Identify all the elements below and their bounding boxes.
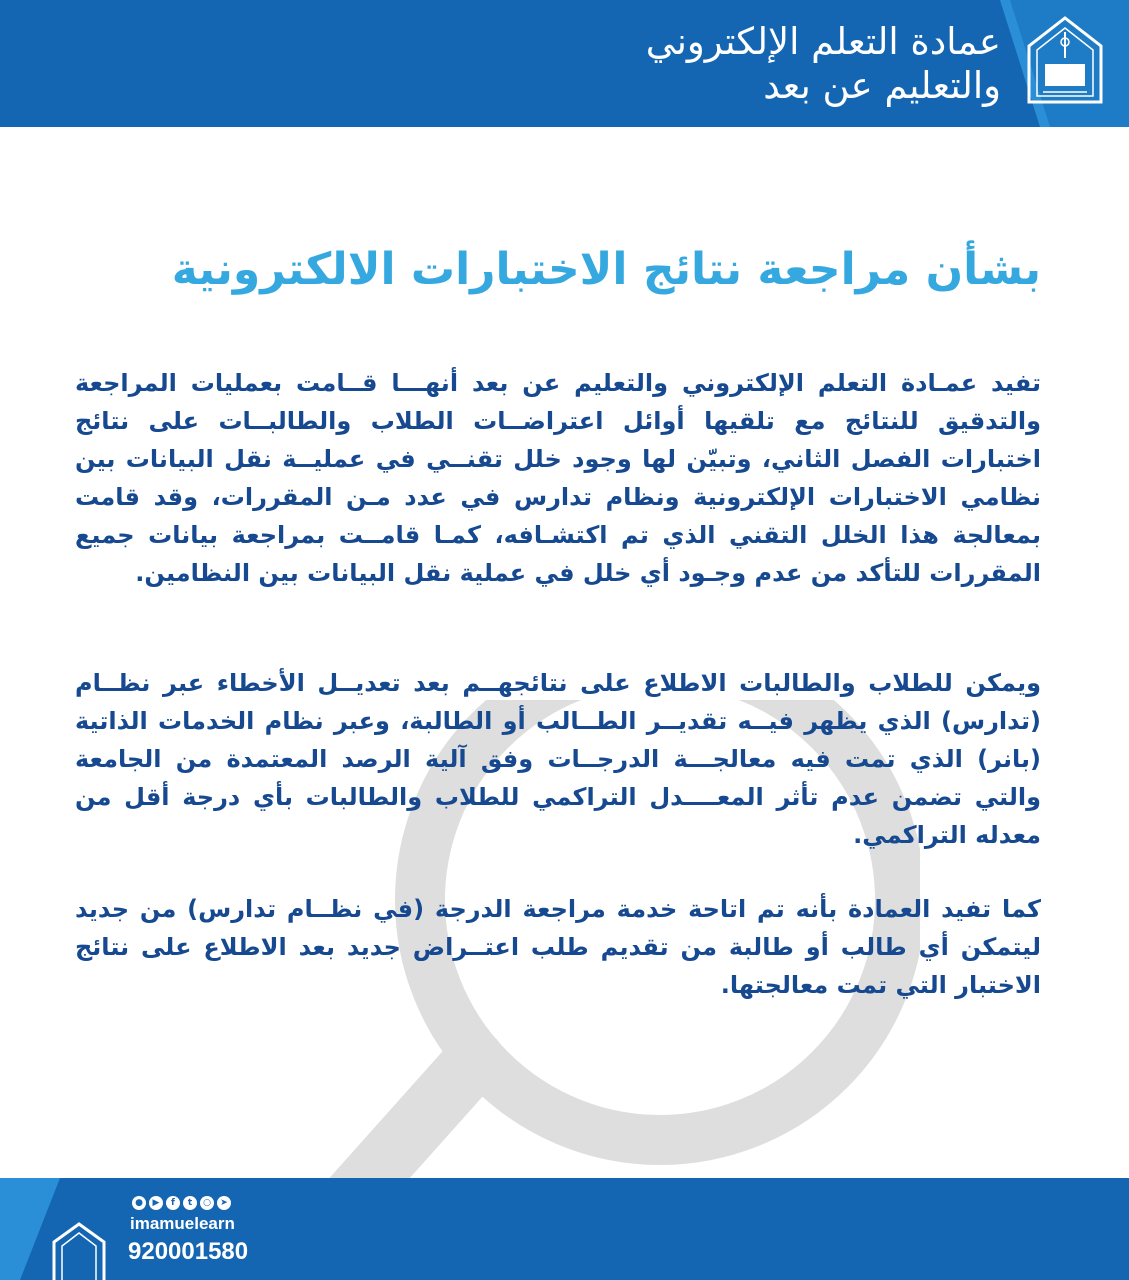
university-logo (1023, 12, 1107, 106)
snapchat-icon[interactable]: ● (132, 1196, 146, 1210)
instagram-icon[interactable]: ○ (200, 1196, 214, 1210)
youtube-icon[interactable]: ▶ (149, 1196, 163, 1210)
footer-banner (0, 1178, 1129, 1280)
twitter-icon[interactable]: t (183, 1196, 197, 1210)
header-title-line1: عمادة التعلم الإلكتروني (645, 20, 1001, 63)
header-banner (0, 0, 1129, 127)
facebook-icon[interactable]: f (166, 1196, 180, 1210)
document-title: بشأن مراجعة نتائج الاختبارات الالكترونية (171, 244, 1041, 295)
phone-number[interactable]: 920001580 (128, 1238, 249, 1265)
header-title-line2: والتعليم عن بعد (763, 64, 1001, 107)
paragraph-3: كما تفيد العمادة بأنه تم اتاحة خدمة مراجعة الدرجة (في نظــام تدارس) من جديد ليتمكن أي طالب أو طالبة من تقديم طلب اعتــراض جديد بعد الاطلاع على نتائج الاختبار التي تمت معالجتها. (75, 895, 1041, 999)
social-handle[interactable]: imamuelearn (130, 1214, 235, 1233)
house-outline-icon (48, 1220, 110, 1280)
paragraph-1: تفيد عمـادة التعلم الإلكتروني والتعليم عن بعد أنهـــا قــامت بعمليات المراجعة والتدقيق للنتائج مع تلقيها أوائل اعتراضــات الطلاب والطالبــات على نتائج اختبارات الفصل الثاني، وتبيّن لها وجود خلل تقنــي في عمليــة نقل البيانات بين نظامي الاختبارات الإلكترونية ونظام تدارس في عدد مـن المقررات، وقد قامت بمعالجة هذا الخلل التقني الذي تم اكتشـافه، كمـا قامــت بمراجعة بيانات جميع المقررات للتأكد من عدم وجـود أي خلل في عملية نقل البيانات بين النظامين. (75, 369, 1041, 587)
header-title (646, 20, 1001, 108)
paragraph-2: ويمكن للطلاب والطالبات الاطلاع على نتائجهــم بعد تعديــل الأخطاء عبر نظــام (تدارس) الذي يظهر فيــه تقديــر الطــالب أو الطالبة، وعبر نظام الخدمات الذاتية (بانر) الذي تمت فيه معالجـــة الدرجــات وفق آلية الرصد المعتمدة من الجامعة والتي تضمن عدم تأثر المعــــدل التراكمي للطلاب والطالبات بأي درجة أقل من معدله التراكمي. (75, 669, 1041, 849)
telegram-icon[interactable]: ➤ (217, 1196, 231, 1210)
social-icons (132, 1196, 231, 1210)
